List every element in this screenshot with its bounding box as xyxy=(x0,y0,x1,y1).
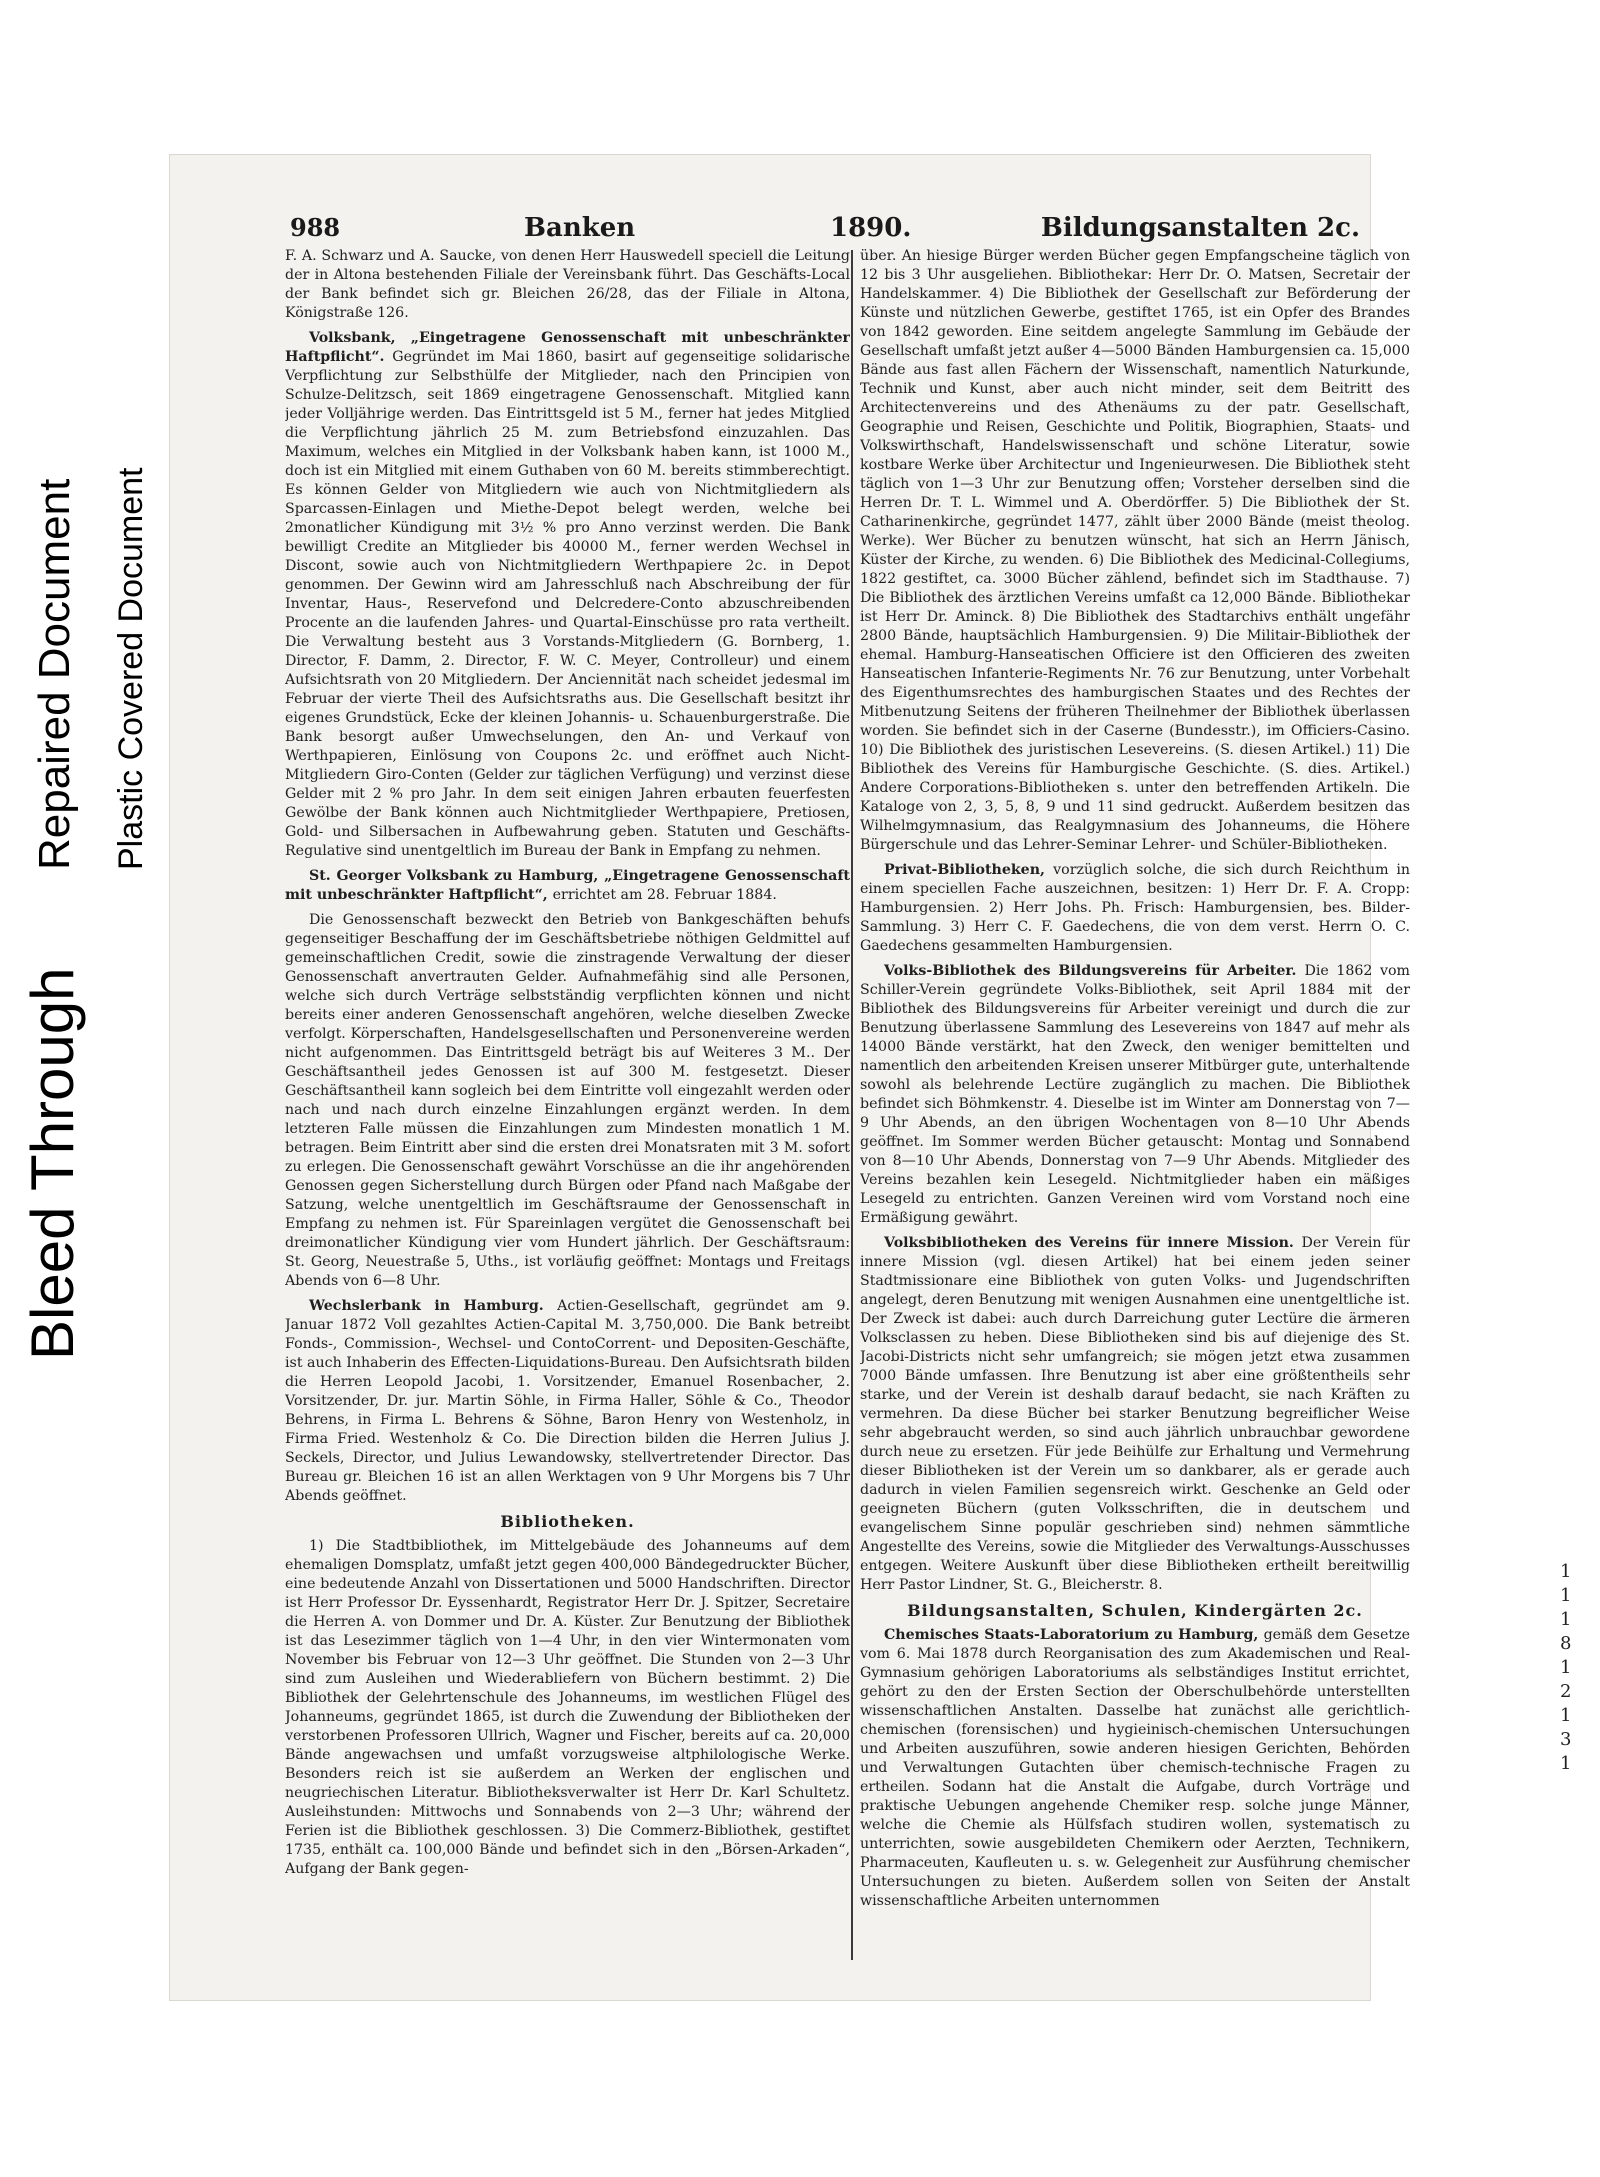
entry-paragraph xyxy=(860,1626,1410,1911)
edge-glyph: 1 xyxy=(1560,1561,1572,1582)
entry-paragraph xyxy=(285,329,850,861)
entry-text: gemäß dem Gesetze vom 6. Mai 1878 durch Reorganisation des zum Akademischen und Real-Gymnasium gehörigen Laboratoriums als selbständiges Institut errichtet, gehört zu den der Ersten Section der Oberschulbehörde unterstellten wissenschaftlichen Anstalten. Dasselbe hat zunächst alle gerichtlich-chemischen (forensischen) und hygieinisch-chemischen Untersuchungen und Arbeiten auszuführen, sowie anderen hiesigen Gerichten, Behörden und Verwaltungen Gutachten über chemisch-technische Fragen zu ertheilen. Sodann hat die Anstalt die Aufgabe, durch Vorträge und praktische Uebungen angehende Chemiker resp. solche junge Männer, welche die Chemie als Hülfsfach studiren wollen, systematisch zu unterrichten, sowie ausgebildeten Chemikern oder Aerzten, Technikern, Pharmaceuten, Kaufleuten u. s. w. Gelegenheit zur Ausführung chemischer Untersuchungen zu bieten. Außerdem sollen von Seiten der Anstalt wissenschaftliche Arbeiten unternommen xyxy=(860,1627,1410,1909)
entry-text: errichtet am 28. Februar 1884. xyxy=(552,887,777,903)
entry-paragraph xyxy=(285,247,850,323)
entry-paragraph xyxy=(285,1297,850,1506)
entry-paragraph xyxy=(285,867,850,905)
entry-text: über. An hiesige Bürger werden Bücher gegen Empfangscheine täglich von 12 bis 3 Uhr ausgeliehen. Bibliothekar: Herr Dr. O. Matsen, Secretair der Handelskammer. 4) Die Bibliothek der Gesellschaft zur Beförderung der Künste und nützlichen Gewerbe, gestiftet 1765, ist ein Opfer des Brandes von 1842 geworden. Eine seitdem angelegte Sammlung im Gebäude der Gesellschaft umfaßt jetzt außer 4—5000 Bänden Hamburgensien ca. 15,000 Bände aus fast allen Fächern der Wissenschaft, namentlich Naturkunde, Technik und Kunst, aber auch nicht minder, seit dem Beitritt des Architectenvereins und des Athenäums zu der patr. Gesellschaft, Geographie und Reisen, Geschichte und Politik, Biographien, Staats- und Volkswirthschaft, Handelswissenschaft und schöne Literatur, sowie kostbare Werke über Architectur und Ingenieurwesen. Die Bibliothek steht täglich von 1—3 Uhr zur Benutzung offen; Vorsteher derselben sind die Herren Dr. T. L. Wimmel und A. Oberdörffer. 5) Die Bibliothek der St. Catharinenkirche, gegründet 1477, zählt über 2000 Bände (meist theolog. Werke). Wer Bücher zu benutzen wünscht, hat sich an Herrn Jänisch, Küster der Kirche, zu wenden. 6) Die Bibliothek des Medicinal-Collegiums, 1822 gestiftet, ca. 3000 Bücher zählend, befindet sich im Stadthause. 7) Die Bibliothek des ärztlichen Vereins umfaßt ca 12,000 Bände. Bibliothekar ist Herr Dr. Aminck. 8) Die Bibliothek des Stadtarchivs enthält ungefähr 2800 Bände, hauptsächlich Hamburgensien. 9) Die Militair-Bibliothek der ehemal. Hamburg-Hanseatischen Officiere ist den Officieren des zweiten Hanseatischen Infanterie-Regiments Nr. 76 zur Benutzung, unter Vorbehalt des Eigenthumsrechtes des hamburgischen Staates und des Rechtes der Mitbenutzung Seitens der früheren Theilnehmer der Bibliothek überlassen worden. Sie befindet sich in der Caserne (Bundesstr.), im Officiers-Casino. 10) Die Bibliothek des juristischen Lesevereins. (S. diesen Artikel.) 11) Die Bibliothek des Vereins für Hamburgische Geschichte. (S. dies. Artikel.) Andere Corporations-Bibliotheken s. unter den betreffenden Artikeln. Die Kataloge von 2, 3, 5, 8, 9 und 11 sind gedruckt. Außerdem besitzen das Wilhelmgymnasium, das Realgymnasium des Johanneums, die Höhere Bürgerschule und das Lehrer-Seminar Lehrer- und Schüler-Bibliotheken. xyxy=(860,248,1410,853)
entry-text: Gegründet im Mai 1860, basirt auf gegenseitige solidarische Verpflichtung zur Selbsthülfe der Mitglieder, nach den Principien von Schulze-Delitzsch, seit 1869 eingetragene Genossenschaft. Mitglied kann jeder Volljährige werden. Das Eintrittsgeld ist 5 M., ferner hat jedes Mitglied die Verpflichtung jährlich 25 M. zum Betriebsfond einzuzahlen. Das Maximum, welches ein Mitglied in der Volksbank haben kann, ist 1000 M., doch ist ein Mitglied mit einem Guthaben von 60 M. bereits stimmberechtigt. Es können Gelder von Mitgliedern wie auch von Nichtmitgliedern als Sparcassen-Einlagen und Miethe-Depot belegt werden, welche bei 2monatlicher Kündigung mit 3½ % pro Anno verzinst werden. Die Bank bewilligt Credite an Mitglieder bis 40000 M., ferner werden Wechsel in Discont, sowie auch von Nichtmitgliedern Werthpapiere 2c. in Depot genommen. Der Gewinn wird am Jahresschluß nach Abschreibung der für Inventar, Haus-, Reservefond und Delcredere-Conto abzuschreibenden Procente an die laufenden Jahres- und Quartal-Einschüsse pro rata vertheilt. Die Verwaltung besteht aus 3 Vorstands-Mitgliedern (G. Bornberg, 1. Director, F. Damm, 2. Director, F. W. C. Meyer, Controlleur) und einem Aufsichtsrath von 20 Mitgliedern. Der Anciennität nach scheidet jedesmal im Februar der vierte Theil des Aufsichtsraths aus. Die Gesellschaft besitzt ihr eigenes Grundstück, Ecke der kleinen Johannis- u. Schauenburgerstraße. Die Bank besorgt außer Umwechselungen, den An- und Verkauf von Werthpapieren, Einlösung von Coupons 2c. und eröffnet auch Nicht-Mitgliedern Giro-Conten (Gelder zur täglichen Verfügung) und verzinst diese Gelder mit 2 % pro Jahr. In dem seit einigen Jahren erbauten feuerfesten Gewölbe der Bank können auch Nichtmitglieder Werthpapiere, Pretiosen, Gold- und Silbersachen in Aufbewahrung geben. Statuten und Geschäfts-Regulative sind unentgeltlich im Bureau der Bank in Empfang zu nehmen. xyxy=(285,349,850,859)
edge-glyph: 3 xyxy=(1560,1729,1572,1750)
edge-glyph: 8 xyxy=(1560,1633,1572,1654)
entry-paragraph xyxy=(285,1537,850,1879)
adjacent-page-edge xyxy=(1560,1560,1600,2060)
entry-paragraph xyxy=(860,247,1410,855)
edge-glyph: 1 xyxy=(1560,1585,1572,1606)
repaired-document-label: Repaired Document xyxy=(30,478,79,870)
entry-title: Volks-Bibliothek des Bildungsvereins für Arbeiter. xyxy=(884,963,1305,979)
edge-glyph: 1 xyxy=(1560,1609,1572,1630)
scan-stamp xyxy=(0,0,170,2177)
entry-paragraph xyxy=(860,861,1410,956)
section-title: Banken xyxy=(524,213,636,243)
edge-glyph: 1 xyxy=(1560,1657,1572,1678)
right-column xyxy=(860,247,1410,1967)
entry-paragraph xyxy=(860,1234,1410,1595)
column-divider xyxy=(851,250,853,1960)
entry-title: Volksbibliotheken des Vereins für innere Mission. xyxy=(884,1235,1302,1251)
entry-text: Die 1862 vom Schiller-Verein gegründete Volks-Bibliothek, seit April 1884 mit der Bibliothek des Bildungsvereins für Arbeiter vereinigt und durch die zur Benutzung überlassene Sammlung des Lesevereins von 1847 auf mehr als 14000 Bände verstärkt, hat den Zweck, den weniger bemittelten und namentlich den arbeitenden Kreisen unserer Mitbürger gute, unterhaltende sowohl als belehrende Lectüre zugänglich zu machen. Die Bibliothek befindet sich Böhmkenstr. 4. Dieselbe ist im Winter am Donnerstag von 7—9 Uhr Abends, an den übrigen Wochentagen von 8—10 Uhr Abends geöffnet. Im Sommer werden Bücher getauscht: Montag und Sonnabend von 8—10 Uhr Abends, Donnerstag von 7—9 Uhr Abends. Mitglieder des Vereins bezahlen kein Lesegeld. Nichtmitglieder haben ein mäßiges Lesegeld zu entrichten. Ganzen Vereinen wird vom Vorstand noch eine Ermäßigung gewährt. xyxy=(860,963,1410,1226)
entry-text: F. A. Schwarz und A. Saucke, von denen Herr Hauswedell speciell die Leitung der in Altona bestehenden Filiale der Vereinsbank führt. Das Geschäfts-Local der Bank befindet sich gr. Bleichen 26/28, das der Filiale in Altona, Königstraße 126. xyxy=(285,248,850,321)
entry-text: 1) Die Stadtbibliothek, im Mittelgebäude des Johanneums auf dem ehemaligen Domsplatz, umfaßt jetzt gegen 400,000 Bändegedruckter Bücher, eine bedeutende Anzahl von Dissertationen und 5000 Handschriften. Director ist Herr Professor Dr. Eyssenhardt, Registrator Herr Dr. J. Spitzer, Secretaire die Herren A. von Dommer und Dr. A. Küster. Zur Benutzung der Bibliothek ist das Lesezimmer täglich von 1—4 Uhr, in den vier Wintermonaten vom November bis Februar von 12—3 Uhr geöffnet. Die Stunden von 2—3 Uhr sind zum Ausleihen und Wiederabliefern von Büchern bestimmt. 2) Die Bibliothek der Gelehrtenschule des Johanneums, im westlichen Flügel des Johanneums, gegründet 1865, ist durch die Zuwendung der Bibliotheken der verstorbenen Professoren Ullrich, Wagner und Fischer, bereits auf ca. 20,000 Bände angewachsen und umfaßt vorzugsweise altphilologische Werke. Besonders reich ist sie außerdem an Werken der englischen und neugriechischen Literatur. Bibliotheksverwalter ist Herr Dr. Karl Schultetz. Ausleihstunden: Mittwochs und Sonnabends von 2—3 Uhr; während der Ferien ist die Bibliothek geschlossen. 3) Die Commerz-Bibliothek, gestiftet 1735, enthält ca. 100,000 Bände und befindet sich in den „Börsen-Arkaden“, Aufgang der Bank gegen- xyxy=(285,1538,850,1877)
scanned-page xyxy=(170,155,1410,2000)
entry-title: Wechslerbank in Hamburg. xyxy=(309,1298,558,1314)
year-label: 1890. xyxy=(830,213,912,243)
entry-text: Die Genossenschaft bezweckt den Betrieb von Bankgeschäften behufs gegenseitiger Beschaffung der im Geschäftsbetriebe nöthigen Geldmittel auf gemeinschaftlichen Credit, sowie die zinstragende Verwaltung der dieser Genossenschaft anvertrauten Gelder. Aufnahmefähig sind alle Personen, welche sich durch Verträge selbstständig verpflichten können und nicht bereits einer anderen Genossenschaft angehören, welche dieselben Zwecke verfolgt. Körperschaften, Handelsgesellschaften und Personenvereine werden nicht aufgenommen. Das Eintrittsgeld beträgt bis auf Weiteres 3 M.. Der Geschäftsantheil jedes Genossen ist auf 300 M. festgesetzt. Dieser Geschäftsantheil kann sogleich bei dem Eintritte voll eingezahlt werden oder nach und nach durch einzelne Einzahlungen ergänzt werden. In dem letzteren Falle müssen die Einzahlungen zum Mindesten monatlich 1 M. betragen. Beim Eintritt aber sind die ersten drei Monatsraten mit 3 M. sofort zu erlegen. Die Genossenschaft gewährt Vorschüsse an die ihr angehörenden Genossen gegen Sicherstellung durch Bürgen oder Pfand nach Maßgabe der Satzung, welche unentgeltlich im Geschäftsraume der Genossenschaft in Empfang zu nehmen ist. Für Spareinlagen vergütet die Genossenschaft bei dreimonatlicher Kündigung vier vom Hundert jährlich. Der Geschäftsraum: St. Georg, Neuestraße 5, Uths., ist vorläufig geöffnet: Montags und Freitags Abends von 6—8 Uhr. xyxy=(285,912,850,1289)
plastic-covered-label: Plastic Covered Document xyxy=(112,467,150,870)
section-heading: Bildungsanstalten, Schulen, Kindergärten 2c. xyxy=(907,1601,1363,1620)
edge-glyph: 1 xyxy=(1560,1753,1572,1774)
left-column xyxy=(285,247,850,1967)
edge-glyph: 2 xyxy=(1560,1681,1572,1702)
entry-paragraph xyxy=(860,962,1410,1228)
page-number: 988 xyxy=(290,213,341,242)
entry-title: Privat-Bibliotheken, xyxy=(884,862,1054,878)
entry-title: St. Georger Volksbank zu Hamburg, „Eingetragene Genossenschaft mit unbeschränkter Haftpflicht“, xyxy=(285,868,850,903)
edge-glyph: 1 xyxy=(1560,1705,1572,1726)
entry-text: Actien-Gesellschaft, gegründet am 9. Januar 1872 Voll gezahltes Actien-Capital M. 3,750,000. Die Bank betreibt Fonds-, Commission-, Wechsel- und ContoCorrent- und Depositen-Geschäfte, ist auch Inhaberin des Effecten-Liquidations-Bureau. Den Aufsichtsrath bilden die Herren Leopold Jacobi, 1. Vorsitzender, Emanuel Rosenbacher, 2. Vorsitzender, Dr. jur. Martin Söhle, in Firma Haller, Söhle & Co., Theodor Behrens, in Firma L. Behrens & Söhne, Baron Henry von Westenholz, in Firma Fried. Westenholz & Co. Die Direction bilden die Herren Julius J. Seckels, Director, und Julius Lewandowsky, stellvertretender Director. Das Bureau gr. Bleichen 16 ist an allen Werktagen von 9 Uhr Morgens bis 7 Uhr Abends geöffnet. xyxy=(285,1298,850,1504)
section-heading: Bibliotheken. xyxy=(500,1512,635,1531)
entry-text: vorzüglich solche, die sich durch Reichthum in einem speciellen Fache auszeichnen, besitzen: 1) Herr Dr. F. A. Cropp: Hamburgensien. 2) Herr Johs. Ph. Frisch: Hamburgensien, bes. Bilder-Sammlung. 3) Herr C. F. Gaedechens, die von dem verst. Herrn O. C. Gaedechens gesammelten Hamburgensien. xyxy=(860,862,1410,954)
entry-paragraph xyxy=(285,911,850,1291)
entry-text: Der Verein für innere Mission (vgl. diesen Artikel) hat bei einem jeden seiner Stadtmissionare eine Bibliothek von guten Volks- und Jugendschriften angelegt, deren Benutzung mit wenigen Ausnahmen eine unentgeltliche ist. Der Zweck ist dabei: auch durch Darreichung guter Lectüre die ärmeren Volksclassen zu heben. Diese Bibliotheken sind bis auf diejenige des St. Jacobi-Districts nicht sehr umfangreich; sie mögen jetzt etwa zusammen 7000 Bände umfassen. Ihre Benutzung ist aber eine größtentheils sehr starke, und der Verein ist deshalb darauf bedacht, sie nach Kräften zu vermehren. Da diese Bücher bei starker Benutzung begreiflicher Weise sehr abgebraucht werden, so sind auch jährlich unbrauchbar gewordene durch neue zu ersetzen. Für jede Beihülfe zur Erhaltung und Vermehrung dieser Bibliotheken ist der Verein um so dankbarer, als er gerade auch dadurch in vielen Familien segensreich wirkt. Geschenke an Geld oder geeigneten Büchern (guten Volksschriften, die in deutschem und evangelischem Sinne populär geschrieben sind) nehmen sämmtliche Angestellte des Vereins, sowie die Mitglieder des Verwaltungs-Ausschusses entgegen. Weitere Auskunft über diese Bibliotheken ertheilt bereitwillig Herr Pastor Lindner, St. G., Bleicherstr. 8. xyxy=(860,1235,1410,1593)
bleed-through-label: Bleed Through xyxy=(19,967,86,1360)
running-title: Bildungsanstalten 2c. xyxy=(1040,213,1360,243)
entry-title: Volksbank, „Eingetragene Genossenschaft mit unbeschränkter Haftpflicht“. xyxy=(285,330,850,365)
entry-title: Chemisches Staats-Laboratorium zu Hamburg, xyxy=(884,1627,1264,1643)
